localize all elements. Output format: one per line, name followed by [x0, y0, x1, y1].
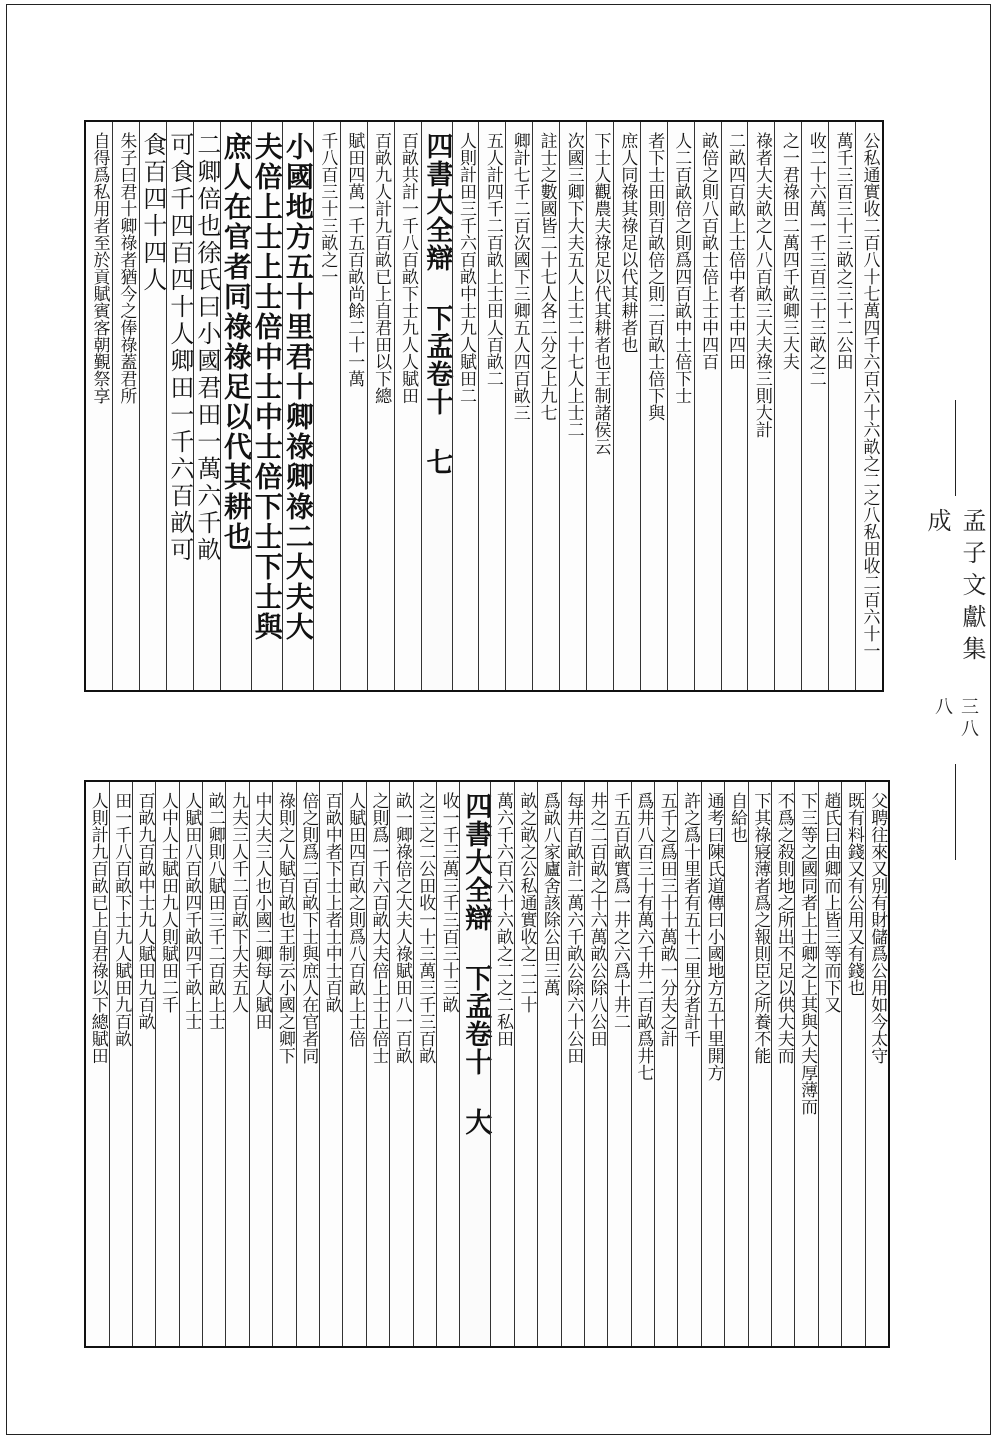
- column-text: 人賦田八百畝四千畝四千畝上士: [181, 792, 202, 1030]
- text-column: [654, 782, 677, 1346]
- text-column: [677, 782, 700, 1346]
- column-text: 收一千三萬三千三百三十三畝: [438, 792, 459, 1013]
- running-header: 四書大全辯 下孟卷十 七: [421, 132, 453, 476]
- text-column: [132, 782, 155, 1346]
- text-column: [586, 122, 613, 690]
- column-text: 千五百畝實爲一井之六爲十井二: [610, 792, 630, 1030]
- text-column: [202, 782, 225, 1346]
- column-text: 百畝中者下士上者士中士百畝: [321, 792, 342, 1013]
- text-column: [139, 122, 166, 690]
- running-header-column: [459, 782, 490, 1346]
- column-text: 五人計四千二百畝上士田人百畝二: [482, 132, 503, 387]
- text-column: [537, 782, 560, 1346]
- column-text: 收二十六萬一千三百三十三畝之二: [805, 132, 826, 387]
- lower-text-block: [84, 780, 890, 1348]
- column-text: 庶人在官者同祿祿足以代其耕也: [219, 132, 253, 552]
- column-text: 者下士田則百畝倍之則二百畝士倍下與: [644, 132, 665, 421]
- column-text: 既有料錢又有公用又有錢也: [843, 792, 864, 996]
- column-text: 人則計九百畝已上自君祿以下總賦田: [87, 792, 108, 1064]
- text-column: [313, 122, 340, 690]
- column-text: 之一君祿田二萬四千畝卿三大夫: [778, 132, 799, 370]
- column-text: 每井百畝計二萬六千畝公除六十公田: [563, 792, 584, 1064]
- column-text: 萬千三百三十三畝之三十二公田: [832, 132, 853, 370]
- text-column: [584, 782, 607, 1346]
- column-text: 下三等之國同者上士卿之上其與大夫厚薄而: [797, 792, 818, 1115]
- side-rule-top: [955, 400, 956, 496]
- running-header: 四書大全辯 下孟卷十 大: [460, 792, 492, 1136]
- text-column: [747, 122, 774, 690]
- column-text: 許之爲十里者有五十二里分者計千: [680, 792, 701, 1047]
- column-text: 自得爲私用者至於貢賦賓客朝覲祭享: [89, 132, 110, 404]
- column-text: 田一千八百畝下士九人賦田九百畝: [111, 792, 132, 1047]
- column-text: 畝之畝之公私通實收之二二十: [516, 792, 537, 1013]
- text-column: [561, 782, 584, 1346]
- text-column: [413, 782, 436, 1346]
- column-text: 夫倍上士上士倍中士中士倍下士下士與: [250, 132, 284, 642]
- text-column: [389, 782, 412, 1346]
- text-column: [249, 782, 272, 1346]
- column-text: 井之二百畝之十六萬畝公除八公田: [586, 792, 607, 1047]
- text-column: [841, 782, 864, 1346]
- column-text: 祿者大夫畝之人八百畝三大夫祿三則大計: [751, 132, 772, 438]
- column-text: 祿則之人賦百畝也王制云小國之卿下: [274, 792, 295, 1064]
- side-caption: [923, 400, 986, 860]
- text-column: [225, 782, 248, 1346]
- column-text: 二畝四百畝上士倍中者士中四田: [725, 132, 746, 370]
- column-text: 中大夫三人也小國二卿每人賦田: [251, 792, 272, 1030]
- text-column: [640, 122, 667, 690]
- text-column: [774, 122, 801, 690]
- column-text: 畝一卿祿倍之大夫人祿賦田八一百畝: [391, 792, 412, 1064]
- column-text: 人二百畝倍之則爲四百畝中士倍下士: [671, 132, 692, 404]
- text-column: [296, 782, 319, 1346]
- text-column: [179, 782, 202, 1346]
- text-column: [794, 782, 817, 1346]
- page-number: 三八八: [932, 696, 979, 741]
- text-column: [342, 782, 365, 1346]
- text-column: [478, 122, 505, 690]
- text-column: [367, 122, 394, 690]
- text-column: [394, 122, 421, 690]
- column-text: 食百四十四人: [138, 132, 167, 294]
- column-text: 朱子曰君十卿祿者猶今之俸祿蓋君所: [116, 132, 137, 404]
- column-text: 百畝九百畝中士九人賦田九百畝: [134, 792, 155, 1030]
- text-column: [272, 782, 295, 1346]
- text-column: [607, 782, 630, 1346]
- text-column: [251, 122, 282, 690]
- text-column: [771, 782, 794, 1346]
- column-text: 父聘往來又別有財儲爲公用如今太守: [867, 792, 888, 1064]
- column-text: 下士人觀農夫祿足以代其耕者也王制諸侯云: [590, 132, 611, 455]
- column-text: 可食千四百四十人卿田一千六百畝可: [165, 132, 194, 564]
- text-column: [855, 122, 882, 690]
- column-text: 倍之則爲二百畝下士與庶人在官者同: [298, 792, 319, 1064]
- column-text: 畝二卿則八賦田三千二百畝上士: [204, 792, 225, 1030]
- column-text: 爲畝八家廬舍該除公田三萬: [539, 792, 560, 996]
- column-text: 下其祿寢薄者爲之報則臣之所養不能: [750, 792, 771, 1064]
- column-text: 五千之爲田三十十萬畝一分夫之計: [656, 792, 677, 1047]
- column-text: 萬六千六百六十六畝之二之二私田: [493, 792, 514, 1047]
- text-column: [155, 782, 178, 1346]
- column-text: 九夫三人千二百畝下大夫五人: [228, 792, 249, 1013]
- text-column: [724, 782, 747, 1346]
- column-text: 庶人同祿其祿足以代其耕者也: [617, 132, 638, 353]
- column-text: 千八百三十三畝之一: [317, 132, 338, 285]
- text-column: [220, 122, 251, 690]
- column-text: 賦田四萬一千五百畝尚餘二十一萬: [344, 132, 365, 387]
- text-column: [340, 122, 367, 690]
- column-text: 百畝共計一千八百畝下士九人人賦田: [398, 132, 419, 404]
- text-column: [109, 782, 132, 1346]
- text-column: [694, 122, 721, 690]
- text-column: [112, 122, 139, 690]
- column-text: 註士之數國皆二十七人各二分之上九七: [536, 132, 557, 421]
- text-column: [748, 782, 771, 1346]
- column-text: 趙氏曰由卿而上皆三等而下又: [820, 792, 841, 1013]
- text-column: [701, 782, 724, 1346]
- text-column: [193, 122, 220, 690]
- text-column: [490, 782, 513, 1346]
- text-column: [613, 122, 640, 690]
- column-text: 人賦田四百畝之則爲八百畝上士倍: [345, 792, 366, 1047]
- column-text: 自給也: [726, 792, 747, 843]
- text-column: [319, 782, 342, 1346]
- column-text: 之則爲一千六百畝大夫倍上士上倍士: [368, 792, 389, 1064]
- text-column: [667, 122, 694, 690]
- column-text: 次國三卿下大夫五人上士二十七人上士二: [563, 132, 584, 438]
- text-column: [514, 782, 537, 1346]
- column-text: 卿計七千二百次國下三卿五人四百畝三: [509, 132, 530, 421]
- text-column: [366, 782, 389, 1346]
- side-rule-bottom: [955, 764, 956, 860]
- text-column: [452, 122, 479, 690]
- text-column: [559, 122, 586, 690]
- lower-columns: [86, 782, 888, 1346]
- upper-text-block: [84, 120, 884, 692]
- text-column: [532, 122, 559, 690]
- column-text: 小國地方五十里君十卿祿卿祿二大夫大: [281, 132, 315, 642]
- column-text: 爲井八百三十有萬六千井二百畝爲井七: [633, 792, 654, 1081]
- column-text: 人則計田三千六百畝中士九人賦田二: [455, 132, 476, 404]
- column-text: 二卿倍也徐氏曰小國君田一萬六千畝: [192, 132, 221, 564]
- column-text: 通考曰陳氏道傳曰小國地方五十里開方: [703, 792, 724, 1081]
- book-title: 孟子文獻集成: [923, 507, 986, 668]
- text-column: [282, 122, 313, 690]
- column-text: 畝倍之則八百畝士倍上士中四百: [698, 132, 719, 370]
- column-text: 公私通實收二百八十七萬四千六百六十六畝之二之八私田收二百六十一: [859, 132, 880, 659]
- upper-columns: [86, 122, 882, 690]
- column-text: 之三之二公田收一十三萬三千三百畝: [415, 792, 436, 1064]
- text-column: [865, 782, 888, 1346]
- column-text: 人中人士賦田九人則賦田二千: [157, 792, 178, 1013]
- text-column: [86, 782, 108, 1346]
- running-header-column: [421, 122, 452, 690]
- column-text: 百畝九人計九百畝已上自君田以下總: [371, 132, 392, 404]
- text-column: [166, 122, 193, 690]
- text-column: [436, 782, 459, 1346]
- text-column: [631, 782, 654, 1346]
- text-column: [828, 122, 855, 690]
- column-text: 不爲之殺則地之所出不足以供大夫而: [773, 792, 794, 1064]
- text-column: [801, 122, 828, 690]
- text-column: [721, 122, 748, 690]
- text-column: [505, 122, 532, 690]
- text-column: [86, 122, 112, 690]
- text-column: [818, 782, 841, 1346]
